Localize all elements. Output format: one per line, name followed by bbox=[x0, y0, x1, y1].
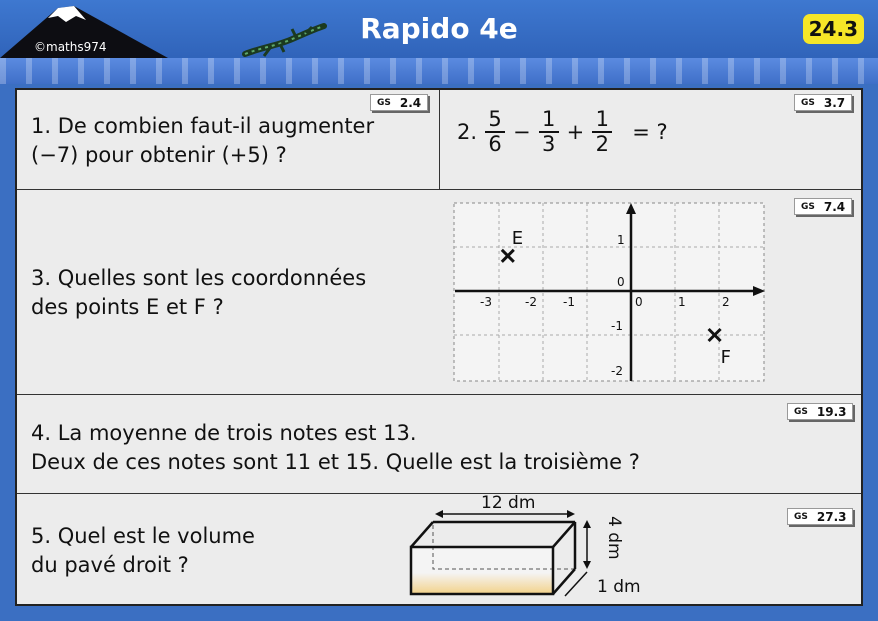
page-title: Rapido 4e bbox=[360, 12, 518, 45]
gs-tag-q4 bbox=[787, 403, 853, 420]
fraction-2-denominator: 3 bbox=[541, 132, 556, 156]
gs-label: GS bbox=[794, 406, 808, 417]
question-2 bbox=[457, 108, 668, 156]
fraction-1 bbox=[485, 108, 505, 156]
question-row-1 bbox=[17, 90, 861, 190]
fraction-2-numerator: 1 bbox=[541, 107, 556, 131]
question-5-line-1: 5. Quel est le volume bbox=[31, 524, 255, 548]
arrowhead-icon bbox=[567, 510, 575, 518]
gs-tag-q5 bbox=[787, 508, 853, 525]
gs-value: 27.3 bbox=[816, 509, 847, 524]
y-tick: -1 bbox=[611, 319, 623, 333]
level-badge: 24.3 bbox=[803, 14, 864, 44]
x-tick: 1 bbox=[678, 295, 686, 309]
question-4-line-2: Deux de ces notes sont 11 et 15. Quelle est la troisième ? bbox=[31, 450, 640, 474]
operator-minus: − bbox=[513, 120, 531, 144]
question-sheet bbox=[15, 88, 863, 606]
logo-text: ©maths974 bbox=[34, 40, 107, 54]
gs-value: 2.4 bbox=[399, 95, 422, 110]
gs-value: 7.4 bbox=[823, 199, 846, 214]
arrowhead-icon bbox=[583, 561, 591, 569]
cuboid-figure bbox=[397, 494, 657, 604]
gs-value: 3.7 bbox=[823, 95, 846, 110]
y-tick: 0 bbox=[617, 275, 625, 289]
question-1-line-2: (−7) pour obtenir (+5) ? bbox=[31, 143, 287, 167]
length-label: 12 dm bbox=[481, 494, 536, 513]
equals-question: = ? bbox=[632, 120, 668, 144]
question-1 bbox=[31, 112, 374, 170]
gs-label: GS bbox=[794, 511, 808, 522]
x-tick: -1 bbox=[563, 295, 575, 309]
fraction-3 bbox=[592, 108, 612, 156]
gs-tag-q3 bbox=[794, 198, 852, 215]
coordinate-graph bbox=[453, 202, 767, 384]
x-tick: -3 bbox=[480, 295, 492, 309]
fraction-3-numerator: 1 bbox=[595, 107, 609, 131]
point-label: F bbox=[720, 347, 731, 368]
height-label: 4 dm bbox=[604, 516, 624, 560]
row-divider bbox=[439, 90, 440, 190]
question-row-3 bbox=[17, 190, 861, 395]
x-tick: 0 bbox=[635, 295, 643, 309]
arrowhead-icon bbox=[583, 520, 591, 528]
x-tick: 2 bbox=[722, 295, 730, 309]
question-2-number: 2. bbox=[457, 120, 478, 144]
fraction-2 bbox=[539, 108, 559, 156]
question-5-line-2: du pavé droit ? bbox=[31, 553, 189, 577]
gs-tag-q2 bbox=[794, 94, 852, 111]
question-3 bbox=[31, 264, 366, 322]
point-label: E bbox=[511, 227, 524, 249]
arrowhead-icon bbox=[435, 510, 443, 518]
question-3-line-2: des points E et F ? bbox=[31, 295, 224, 319]
gs-value: 19.3 bbox=[816, 404, 847, 419]
question-row-4 bbox=[17, 395, 861, 494]
question-4 bbox=[31, 419, 640, 477]
fraction-1-numerator: 5 bbox=[488, 107, 502, 131]
fraction-1-denominator: 6 bbox=[488, 132, 502, 156]
gs-tag-q1 bbox=[370, 94, 428, 111]
y-tick: -2 bbox=[611, 364, 623, 378]
operator-plus: + bbox=[566, 120, 585, 144]
question-4-line-1: 4. La moyenne de trois notes est 13. bbox=[31, 421, 417, 445]
fraction-3-denominator: 2 bbox=[595, 132, 609, 156]
decorative-band bbox=[0, 58, 878, 84]
question-1-line-1: 1. De combien faut-il augmenter bbox=[31, 114, 375, 138]
question-row-5 bbox=[17, 494, 861, 604]
gs-label: GS bbox=[801, 97, 815, 108]
question-3-line-1: 3. Quelles sont les coordonnées bbox=[31, 266, 367, 290]
gs-label: GS bbox=[377, 97, 391, 108]
x-tick: -2 bbox=[525, 295, 537, 309]
y-tick: 1 bbox=[617, 233, 625, 247]
depth-label: 1 dm bbox=[597, 577, 641, 597]
question-5 bbox=[31, 522, 255, 580]
gs-label: GS bbox=[801, 201, 815, 212]
